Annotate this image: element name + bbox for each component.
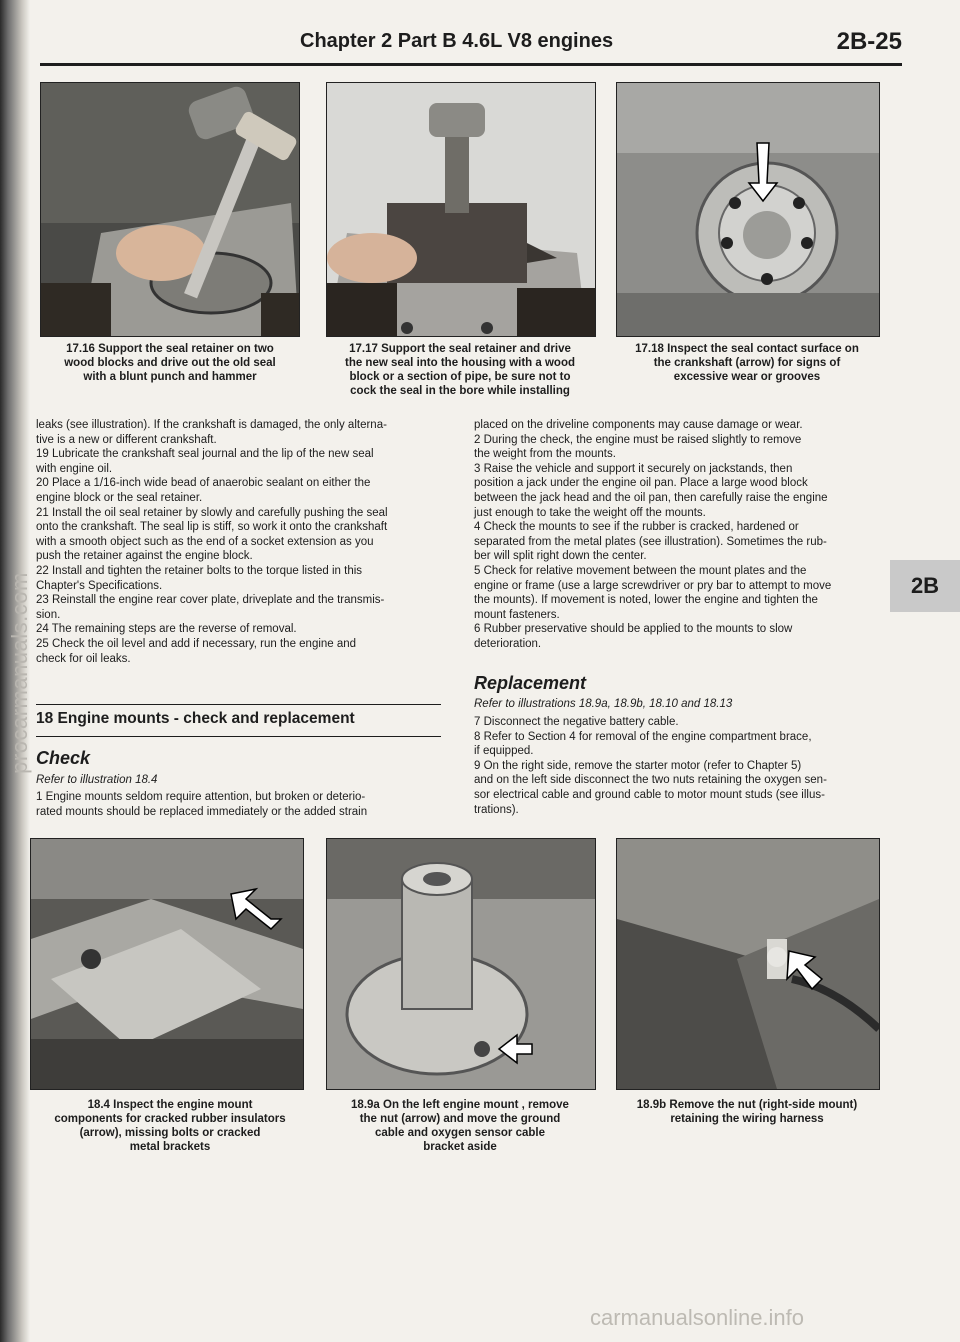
photo-17-17	[326, 82, 596, 337]
section-18-title: 18 Engine mounts - check and replacement	[36, 710, 355, 727]
replacement-heading: Replacement	[474, 673, 587, 693]
check-heading: Check	[36, 748, 91, 768]
chapter-header: Chapter 2 Part B 4.6L V8 engines	[300, 30, 614, 52]
section-rule-bottom	[36, 736, 441, 737]
replacement-steps: 7 Disconnect the negative battery cable. 8 Refer to Section 4 for removal of the engine compartment brace, if equipped. 9 On the right side, remove the starter motor (refer to Chapter 5) and on the left side disconnect the two nuts retaining the oxygen sen- sor electrical cable and ground cable to motor mount studs (see illus- trations).	[474, 716, 827, 816]
photo-18-4	[30, 838, 304, 1090]
photo-17-18	[616, 82, 880, 337]
chapter-tab: 2B	[890, 560, 960, 612]
page-number: 2B-25	[836, 28, 902, 55]
right-column-text: placed on the driveline components may cause damage or wear. 2 During the check, the engine must be raised slightly to remove the weight from the mounts. 3 Raise the vehicle and support it securely on jackstands, then position a jack under the engine oil pan. Place a large wood block between the jack head and the oil pan, then carefully raise the engine just enough to take the weight off the mounts. 4 Check the mounts to see if the rubber is cracked, hardened or separated from the metal plates (see illustration). Sometimes the rub- ber will split right down the center. 5 Check for relative movement between the mount plates and the engine or frame (use a large screwdriver or pry bar to attempt to move the mounts). If movement is noted, lower the engine and tighten the mount fasteners. 6 Rubber preservative should be applied to the mounts to slow deterioration.	[474, 419, 832, 650]
check-paragraph-1: 1 Engine mounts seldom require attention, but broken or deterio- rated mounts should be replaced immediately or the added strain	[36, 791, 368, 818]
caption-18-4: 18.4 Inspect the engine mount components for cracked rubber insulators (arrow), missing bolts or cracked metal brackets	[54, 1099, 286, 1153]
left-column-text: leaks (see illustration). If the crankshaft is damaged, the only alterna- tive is a new or different crankshaft. 19 Lubricate the crankshaft seal journal and the lip of the new seal with engine oil. 20 Place a 1/16-inch wide bead of anaerobic sealant on either the engine block or the seal retainer. 21 Install the oil seal retainer by slowly and carefully pushing the seal onto the crankshaft. The seal lip is stiff, so work it onto the crankshaft with a smooth object such as the end of a socket extension as you push the retainer against the engine block. 22 Install and tighten the retainer bolts to the torque listed in this Chapter's Specifications. 23 Reinstall the engine rear cover plate, driveplate and the transmis- sion. 24 The remaining steps are the reverse of removal. 25 Check the oil level and add if necessary, run the engine and check for oil leaks.	[36, 419, 388, 665]
section-rule-top	[36, 704, 441, 705]
check-reference: Refer to illustration 18.4	[36, 774, 158, 786]
caption-18-9a: 18.9a On the left engine mount , remove the nut (arrow) and move the ground cable and oxygen sensor cable bracket aside	[351, 1099, 569, 1153]
caption-17-16: 17.16 Support the seal retainer on two wood blocks and drive out the old seal with a blunt punch and hammer	[64, 343, 276, 383]
header-rule	[40, 63, 902, 66]
caption-17-18: 17.18 Inspect the seal contact surface on the crankshaft (arrow) for signs of excessive wear or grooves	[635, 343, 859, 383]
caption-17-17: 17.17 Support the seal retainer and drive the new seal into the housing with a wood block or a section of pipe, be sure not to cock the seal in the bore while installing	[344, 343, 575, 397]
side-watermark: procarmanuals.com	[7, 572, 32, 774]
photo-17-16	[40, 82, 300, 337]
bottom-watermark: carmanualsonline.info	[590, 1305, 805, 1330]
photo-18-9b	[616, 838, 880, 1090]
caption-18-9b: 18.9b Remove the nut (right-side mount) retaining the wiring harness	[636, 1099, 858, 1125]
replacement-reference: Refer to illustrations 18.9a, 18.9b, 18.10 and 18.13	[474, 698, 733, 710]
photo-18-9a	[326, 838, 596, 1090]
